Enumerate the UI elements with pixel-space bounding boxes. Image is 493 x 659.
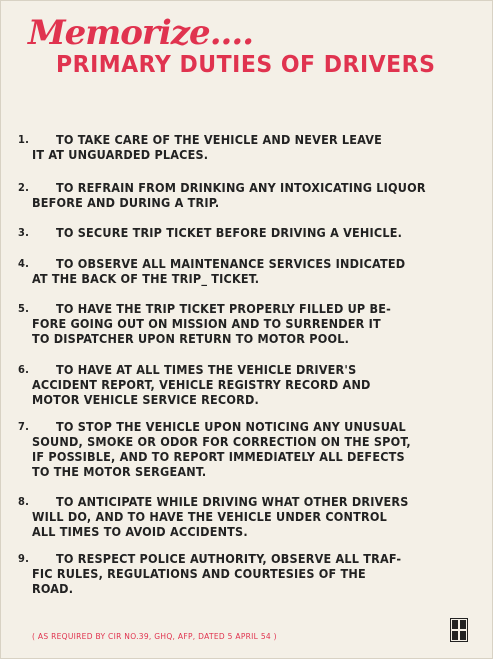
duty-item-4 bbox=[18, 256, 478, 286]
duty-number: 5. bbox=[18, 302, 30, 315]
duty-number: 6. bbox=[18, 363, 30, 376]
script-title: Memorize.... bbox=[28, 13, 254, 53]
duty-item-1 bbox=[18, 132, 478, 162]
duty-text: TO HAVE AT ALL TIMES THE VEHICLE DRIVER'S ACCIDENT REPORT, VEHICLE REGISTRY RECORD AND MOTOR VEHICLE SERVICE RECORD. bbox=[32, 362, 371, 407]
duty-number: 7. bbox=[18, 420, 30, 433]
duty-number: 4. bbox=[18, 257, 30, 270]
duty-item-2 bbox=[18, 180, 478, 210]
duty-number: 3. bbox=[18, 226, 30, 239]
poster-header bbox=[28, 14, 468, 78]
duty-text: TO SECURE TRIP TICKET BEFORE DRIVING A VEHICLE. bbox=[56, 225, 403, 240]
duty-number: 9. bbox=[18, 552, 30, 565]
duty-item-9 bbox=[18, 551, 478, 596]
duty-number: 2. bbox=[18, 181, 30, 194]
duty-item-5 bbox=[18, 301, 478, 346]
duty-text: TO RESPECT POLICE AUTHORITY, OBSERVE ALL TRAF- FIC RULES, REGULATIONS AND COURTESIES OF THE ROAD. bbox=[32, 551, 402, 596]
duty-text: TO STOP THE VEHICLE UPON NOTICING ANY UNUSUAL SOUND, SMOKE OR ODOR FOR CORRECTION ON THE SPOT, IF POSSIBLE, AND TO REPORT IMMEDIATELY ALL DEFECTS TO THE MOTOR SERGEANT. bbox=[32, 419, 411, 479]
duty-number: 1. bbox=[18, 133, 30, 146]
duty-item-7 bbox=[18, 419, 478, 479]
main-title: PRIMARY DUTIES OF DRIVERS bbox=[56, 52, 436, 79]
duty-number: 8. bbox=[18, 495, 30, 508]
printer-mark-icon bbox=[450, 618, 468, 642]
duty-text: TO HAVE THE TRIP TICKET PROPERLY FILLED UP BE- FORE GOING OUT ON MISSION AND TO SURRENDER IT TO DISPATCHER UPON RETURN TO MOTOR POOL. bbox=[32, 301, 391, 346]
duty-text: TO ANTICIPATE WHILE DRIVING WHAT OTHER DRIVERS WILL DO, AND TO HAVE THE VEHICLE UNDER CONTROL ALL TIMES TO AVOID ACCIDENTS. bbox=[32, 494, 409, 539]
duty-text: TO TAKE CARE OF THE VEHICLE AND NEVER LEAVE IT AT UNGUARDED PLACES. bbox=[32, 132, 383, 162]
duty-text: TO REFRAIN FROM DRINKING ANY INTOXICATING LIQUOR BEFORE AND DURING A TRIP. bbox=[32, 180, 426, 210]
duty-item-3 bbox=[18, 225, 478, 240]
duty-text: TO OBSERVE ALL MAINTENANCE SERVICES INDICATED AT THE BACK OF THE TRIP_ TICKET. bbox=[32, 256, 406, 286]
duty-item-6 bbox=[18, 362, 478, 407]
regulation-note: ( AS REQUIRED BY CIR NO.39, GHQ, AFP, DATED 5 APRIL 54 ) bbox=[32, 632, 277, 641]
duty-item-8 bbox=[18, 494, 478, 539]
